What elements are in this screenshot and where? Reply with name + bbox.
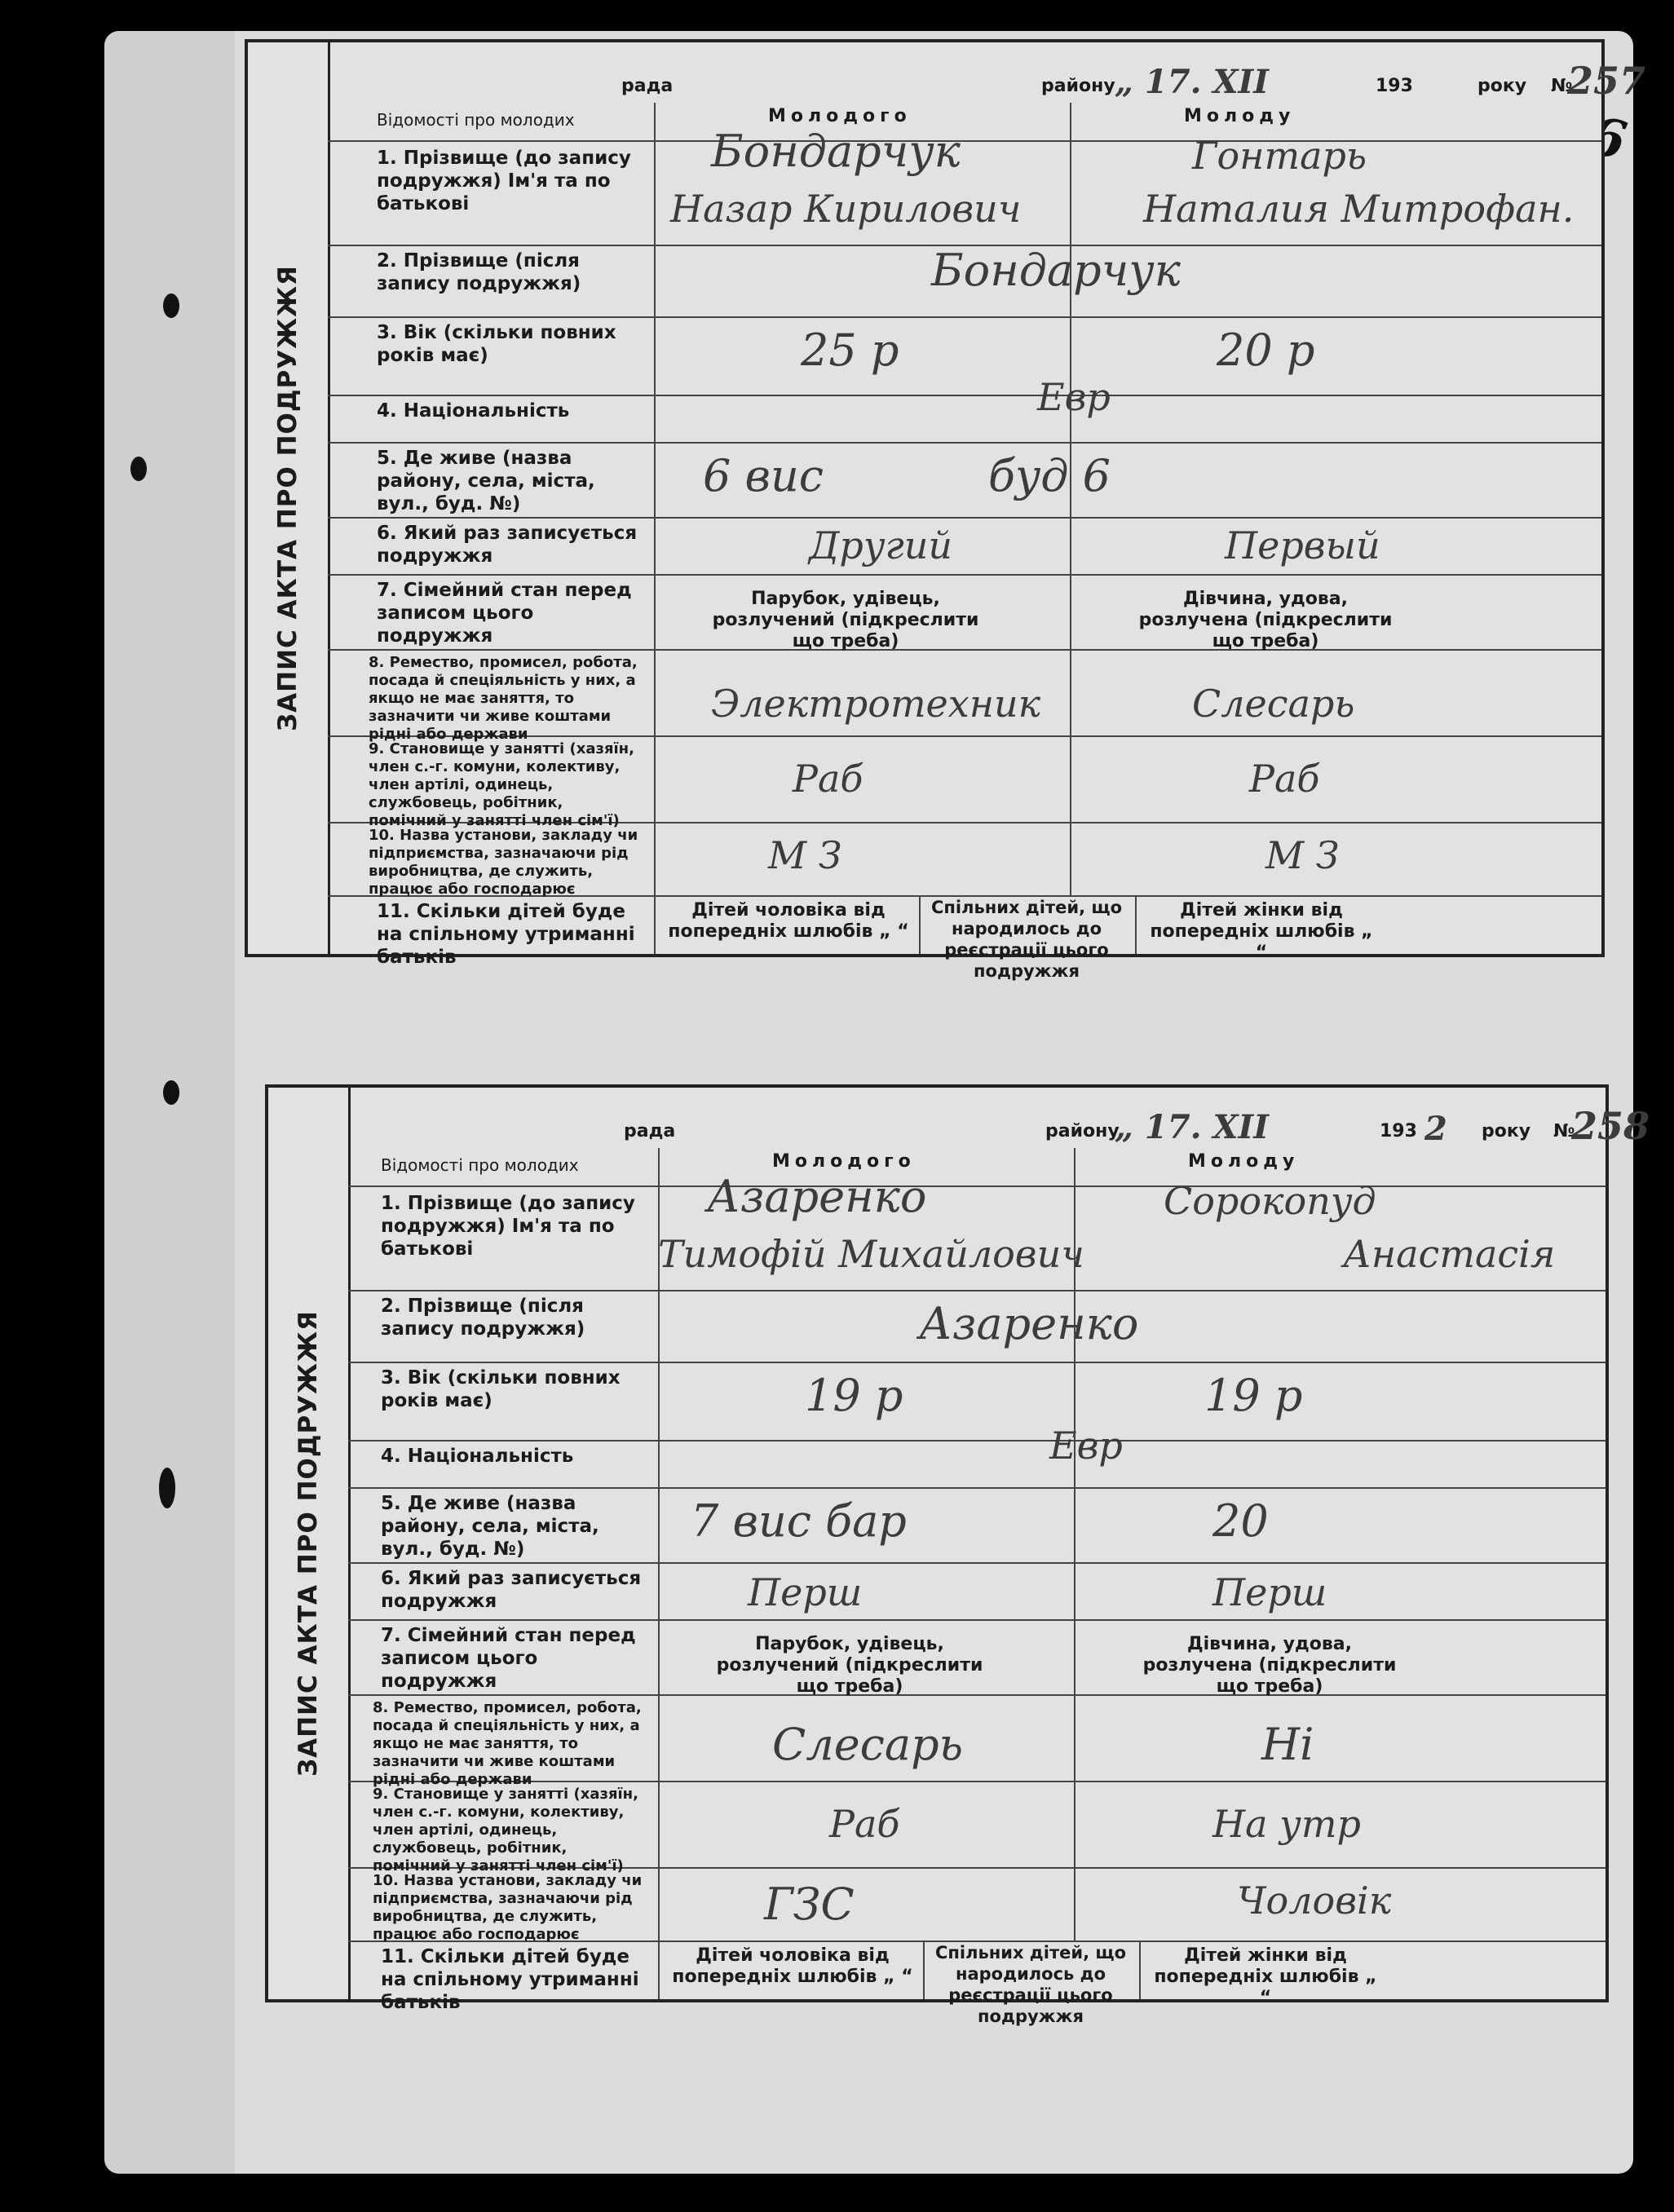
field-records-1-header-year_digit: 2 (1424, 1110, 1447, 1148)
table-row (348, 1171, 1606, 1291)
column-divider (654, 103, 656, 954)
field-printed-children_wife: Дітей жінки від попередніх шлюбів „ “ (1150, 900, 1373, 963)
field-printed-groom_status: Парубок, удівець, розлучений (підкреслити що треба) (716, 1634, 983, 1697)
field-records-1-groom-age: 19 р (805, 1370, 903, 1421)
field-records-0-groom-residence: 6 вис (703, 450, 824, 501)
field-records-0-bride-age: 20 р (1217, 325, 1315, 376)
field-records-1-groom-residence: 7 вис бар (691, 1495, 907, 1547)
field-records-0-groom-age: 25 р (801, 325, 899, 376)
field-records-1-bride-age: 19 р (1204, 1370, 1303, 1421)
field-row_labels-5: 6. Який раз записується подружжя (377, 523, 638, 567)
field-records-0-header-no_label: № (1551, 76, 1573, 96)
field-records-1-bride-surname: Сорокопуд (1164, 1179, 1376, 1223)
field-records-1-groom-times: Перш (748, 1570, 863, 1614)
field-row_labels-3: 4. Національність (381, 1446, 574, 1467)
field-records-1-groom-occupation: Слесарь (772, 1719, 964, 1770)
field-row_labels-3: 4. Національність (377, 400, 570, 422)
table-row (348, 1487, 1606, 1564)
table-row (348, 1940, 1606, 2026)
table-row (348, 1562, 1606, 1621)
vertical-title (248, 42, 330, 954)
field-row_labels-4: 5. Де живе (назва району, села, міста, вул., буд. №) (381, 1493, 599, 1560)
field-row_labels-4: 5. Де живе (назва району, села, міста, вул., буд. №) (377, 448, 595, 514)
record-grid (348, 1148, 1606, 2026)
field-column_heads-info: Відомості про молодих (381, 1155, 579, 1175)
field-records-0-header-raion: району (1041, 76, 1115, 96)
field-records-0-header-year_prefix: 193 (1376, 76, 1413, 96)
field-records-0-bride-workplace: М З (1265, 833, 1340, 877)
field-row_labels-0: 1. Прізвище (до запису подружжя) Ім'я та по батькові (377, 148, 631, 214)
field-records-1-bride-times: Перш (1212, 1570, 1327, 1614)
field-column_heads-bride: Молоду (1188, 1151, 1300, 1172)
column-divider (658, 1148, 660, 1999)
field-row_labels-8: 9. Становище у занятті (хазяїн, член с.-г. комуни, колективу, член артілі, одинець, службовець, робітник, помічний у занятті член сім'ї) (373, 1786, 638, 1874)
field-records-1-header-year_suffix: року (1482, 1121, 1531, 1141)
field-row_labels-9: 10. Назва установи, закладу чи підприємства, зазначаючи рід виробництва, де служить, працює або господарює (369, 827, 638, 898)
field-row_labels-5: 6. Який раз записується подружжя (381, 1568, 642, 1612)
field-records-1-header-raion: району (1045, 1121, 1120, 1141)
table-row (348, 1148, 1606, 1187)
field-records-0-groom-surname: Бондарчук (711, 126, 961, 177)
punch-hole (163, 294, 179, 318)
field-printed-bride_status: Дівчина, удова, розлучена (підкреслити що треба) (1142, 1634, 1397, 1697)
field-records-0-nationality: Евр (1037, 375, 1111, 419)
table-row (328, 735, 1601, 829)
table-row (328, 126, 1601, 246)
table-row (348, 1290, 1606, 1363)
punch-hole (159, 1468, 175, 1508)
field-records-1-bride-occupation: Ні (1261, 1719, 1314, 1770)
field-records-1-groom-surname: Азаренко (707, 1171, 927, 1222)
record-card-1 (245, 39, 1646, 981)
table-row (328, 649, 1601, 743)
field-row_labels-10: 11. Скільки дітей буде на спільному утриманні батьків (381, 1946, 639, 2013)
record-card-2 (265, 1084, 1650, 2026)
field-records-0-header-date: „ 17. XII (1115, 63, 1269, 101)
field-records-0-vstrip: ЗАПИС АКТА ПРО ПОДРУЖЖЯ (273, 265, 303, 731)
field-records-0-bride-surname: Гонтарь (1192, 134, 1367, 178)
table-row (328, 517, 1601, 576)
field-records-1-header-no: 258 (1571, 1104, 1650, 1148)
column-divider (1139, 1940, 1141, 1999)
field-records-0-header-rada: рада (621, 76, 674, 96)
field-records-0-groom-times: Другий (809, 523, 953, 567)
field-column_heads-info: Відомості про молодих (377, 110, 575, 130)
field-row_labels-7: 8. Ремество, промисел, робота, посада й спеціяльність у них, а якщо не має заняття, то зазначити чи живе коштами рідні або держави (369, 654, 638, 743)
field-printed-groom_status: Парубок, удівець, розлучений (підкреслити що треба) (712, 589, 979, 651)
field-records-1-vstrip: ЗАПИС АКТА ПРО ПОДРУЖЖЯ (294, 1310, 323, 1777)
vertical-title (268, 1088, 351, 1999)
table-row (348, 1424, 1606, 1489)
field-row_labels-7: 8. Ремество, промисел, робота, посада й спеціяльність у них, а якщо не має заняття, то зазначити чи живе коштами рідні або держави (373, 1699, 642, 1788)
column-divider (919, 895, 921, 954)
table-row (328, 895, 1601, 981)
field-records-1-header-year_prefix: 193 (1380, 1121, 1417, 1141)
field-printed-children_husband: Дітей чоловіка від попередніх шлюбів „ “ (668, 900, 909, 942)
field-column_heads-groom: Молодого (772, 1151, 916, 1172)
punch-hole (130, 457, 147, 481)
table-row (348, 1781, 1606, 1874)
card-header (348, 1088, 1650, 1148)
field-records-0-bride-name: Наталия Митрофан. (1143, 187, 1575, 231)
field-records-1-groom-workplace: ГЗС (764, 1879, 855, 1930)
field-row_labels-8: 9. Становище у занятті (хазяїн, член с.-г. комуни, колективу, член артілі, одинець, службовець, робітник, помічний у занятті член сім'ї) (369, 740, 634, 829)
field-records-0-groom-position: Раб (793, 757, 864, 801)
field-row_labels-2: 3. Вік (скільки повних років має) (381, 1367, 621, 1411)
field-records-0-groom-surname_after: Бондарчук (931, 245, 1181, 296)
punch-hole (163, 1080, 179, 1105)
field-records-0-groom-occupation: Электротехник (711, 682, 1041, 726)
field-records-1-bride-position: На утр (1212, 1802, 1361, 1846)
table-row (328, 375, 1601, 444)
card-header (328, 42, 1646, 103)
field-row_labels-2: 3. Вік (скільки повних років має) (377, 322, 616, 366)
table-row (328, 442, 1601, 519)
column-divider (1135, 895, 1137, 954)
field-row_labels-1: 2. Прізвище (після запису подружжя) (381, 1296, 585, 1340)
field-printed-children_husband: Дітей чоловіка від попередніх шлюбів „ “ (672, 1945, 913, 1987)
field-row_labels-6: 7. Сімейний стан перед записом цього подружжя (381, 1625, 636, 1692)
field-column_heads-groom: Молодого (768, 106, 912, 126)
field-records-1-bride-workplace: Чоловік (1237, 1879, 1392, 1923)
field-printed-bride_status: Дівчина, удова, розлучена (підкреслити що треба) (1138, 589, 1393, 651)
field-records-1-header-rada: рада (624, 1121, 676, 1141)
field-printed-children_common: Спільних дітей, що народилось до реєстрації цього подружжя (934, 1943, 1127, 2026)
column-divider (923, 1940, 925, 1999)
table-row (328, 574, 1601, 651)
field-printed-children_common: Спільних дітей, що народилось до реєстрації цього подружжя (930, 898, 1123, 981)
field-records-0-bride-times: Первый (1225, 523, 1380, 567)
field-records-1-header-no_label: № (1553, 1121, 1575, 1141)
field-records-0-bride-position: Раб (1249, 757, 1320, 801)
field-row_labels-10: 11. Скільки дітей буде на спільному утриманні батьків (377, 901, 635, 968)
field-row_labels-9: 10. Назва установи, закладу чи підприємства, зазначаючи рід виробництва, де служить, працює або господарює (373, 1872, 643, 1943)
table-row (328, 103, 1601, 142)
column-divider (1070, 103, 1071, 895)
table-row (328, 822, 1601, 897)
table-row (328, 316, 1601, 396)
field-records-1-groom-position: Раб (829, 1802, 900, 1846)
table-row (348, 1362, 1606, 1442)
field-records-0-header-no: 257 (1567, 59, 1646, 103)
field-records-0-groom-workplace: М З (768, 833, 842, 877)
field-records-0-header-year_suffix: року (1477, 76, 1527, 96)
field-records-1-bride-residence: 20 (1212, 1495, 1269, 1547)
field-records-0-groom-name: Назар Кирилович (670, 187, 1022, 231)
field-column_heads-bride: Молоду (1184, 106, 1296, 126)
field-printed-children_wife: Дітей жінки від попередніх шлюбів „ “ (1154, 1945, 1377, 2008)
table-row (348, 1867, 1606, 1942)
field-records-0-bride-occupation: Слесарь (1192, 682, 1355, 726)
field-row_labels-0: 1. Прізвище (до запису подружжя) Ім'я та по батькові (381, 1193, 635, 1260)
column-divider (1074, 1148, 1076, 1940)
field-records-1-groom-name: Тимофій Михайлович (658, 1232, 1084, 1276)
field-records-0-bride-residence: буд 6 (988, 450, 1111, 501)
field-records-1-header-date: „ 17. XII (1115, 1108, 1269, 1146)
field-row_labels-6: 7. Сімейний стан перед записом цього подружжя (377, 580, 632, 647)
table-row (328, 245, 1601, 318)
field-row_labels-1: 2. Прізвище (після запису подружжя) (377, 250, 581, 294)
field-records-1-nationality: Евр (1049, 1424, 1123, 1468)
record-grid (328, 103, 1601, 981)
table-row (348, 1619, 1606, 1696)
field-records-1-groom-surname_after: Азаренко (919, 1298, 1139, 1349)
table-row (348, 1694, 1606, 1788)
field-records-1-bride-name: Анастасія (1343, 1232, 1556, 1276)
